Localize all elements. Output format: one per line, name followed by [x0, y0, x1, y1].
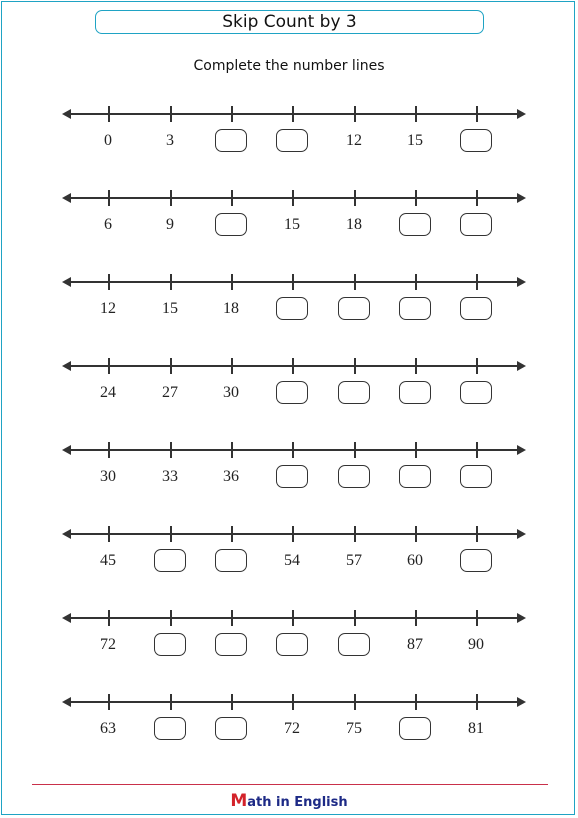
tick-mark: [231, 274, 233, 290]
number-line: [0, 336, 578, 401]
tick-mark: [292, 274, 294, 290]
answer-box[interactable]: [276, 129, 308, 152]
number-line-axis: [70, 365, 518, 367]
tick-mark: [170, 106, 172, 122]
number-line-axis: [70, 701, 518, 703]
worksheet-title: Skip Count by 3: [95, 10, 484, 34]
number-line-axis: [70, 197, 518, 199]
tick-mark: [108, 526, 110, 542]
answer-box[interactable]: [460, 297, 492, 320]
number-line-axis: [70, 617, 518, 619]
tick-mark: [231, 526, 233, 542]
number-label: 18: [346, 216, 362, 233]
answer-box[interactable]: [399, 465, 431, 488]
number-line-axis: [70, 113, 518, 115]
arrow-right-icon: [517, 697, 526, 707]
logo-text: ath in English: [247, 795, 348, 810]
tick-mark: [476, 610, 478, 626]
answer-box[interactable]: [338, 465, 370, 488]
tick-mark: [415, 610, 417, 626]
arrow-right-icon: [517, 445, 526, 455]
answer-box[interactable]: [460, 465, 492, 488]
arrow-right-icon: [517, 277, 526, 287]
arrow-right-icon: [517, 613, 526, 623]
worksheet-instruction: Complete the number lines: [193, 58, 385, 74]
tick-mark: [108, 610, 110, 626]
number-line-axis: [70, 281, 518, 283]
number-label: 36: [223, 468, 239, 485]
number-label: 75: [346, 720, 362, 737]
number-label: 90: [468, 636, 484, 653]
answer-box[interactable]: [154, 549, 186, 572]
number-label: 57: [346, 552, 362, 569]
tick-mark: [292, 190, 294, 206]
number-line-axis: [70, 533, 518, 535]
tick-mark: [108, 106, 110, 122]
number-label: 15: [162, 300, 178, 317]
number-label: 3: [166, 132, 174, 149]
answer-box[interactable]: [338, 297, 370, 320]
tick-mark: [354, 190, 356, 206]
tick-mark: [231, 442, 233, 458]
number-label: 72: [100, 636, 116, 653]
tick-mark: [292, 442, 294, 458]
tick-mark: [292, 106, 294, 122]
number-label: 18: [223, 300, 239, 317]
number-label: 30: [100, 468, 116, 485]
answer-box[interactable]: [276, 465, 308, 488]
answer-box[interactable]: [215, 129, 247, 152]
tick-mark: [415, 190, 417, 206]
tick-mark: [354, 610, 356, 626]
tick-mark: [354, 694, 356, 710]
tick-mark: [476, 190, 478, 206]
number-label: 45: [100, 552, 116, 569]
arrow-right-icon: [517, 361, 526, 371]
tick-mark: [415, 106, 417, 122]
number-line: [0, 672, 578, 737]
number-label: 12: [346, 132, 362, 149]
answer-box[interactable]: [460, 381, 492, 404]
tick-mark: [231, 610, 233, 626]
number-label: 6: [104, 216, 112, 233]
arrow-left-icon: [62, 361, 71, 371]
tick-mark: [476, 106, 478, 122]
arrow-right-icon: [517, 529, 526, 539]
arrow-left-icon: [62, 613, 71, 623]
number-line: [0, 84, 578, 149]
tick-mark: [415, 358, 417, 374]
tick-mark: [108, 274, 110, 290]
tick-mark: [354, 442, 356, 458]
number-label: 24: [100, 384, 116, 401]
tick-mark: [354, 274, 356, 290]
answer-box[interactable]: [338, 381, 370, 404]
answer-box[interactable]: [154, 633, 186, 656]
tick-mark: [415, 526, 417, 542]
answer-box[interactable]: [276, 381, 308, 404]
arrow-left-icon: [62, 193, 71, 203]
number-line: [0, 168, 578, 233]
answer-box[interactable]: [276, 297, 308, 320]
number-label: 87: [407, 636, 423, 653]
tick-mark: [231, 694, 233, 710]
tick-mark: [292, 694, 294, 710]
tick-mark: [292, 358, 294, 374]
answer-box[interactable]: [399, 297, 431, 320]
arrow-left-icon: [62, 445, 71, 455]
arrow-left-icon: [62, 277, 71, 287]
answer-box[interactable]: [399, 381, 431, 404]
logo-letter-m: M: [230, 791, 248, 811]
answer-box[interactable]: [215, 633, 247, 656]
tick-mark: [415, 694, 417, 710]
answer-box[interactable]: [460, 213, 492, 236]
number-label: 72: [284, 720, 300, 737]
tick-mark: [476, 358, 478, 374]
answer-box[interactable]: [460, 129, 492, 152]
tick-mark: [170, 442, 172, 458]
tick-mark: [231, 358, 233, 374]
tick-mark: [476, 442, 478, 458]
number-line: [0, 252, 578, 317]
tick-mark: [415, 274, 417, 290]
number-label: 60: [407, 552, 423, 569]
number-label: 27: [162, 384, 178, 401]
tick-mark: [170, 526, 172, 542]
answer-box[interactable]: [215, 213, 247, 236]
answer-box[interactable]: [215, 549, 247, 572]
arrow-left-icon: [62, 697, 71, 707]
tick-mark: [476, 694, 478, 710]
arrow-right-icon: [517, 109, 526, 119]
tick-mark: [231, 190, 233, 206]
tick-mark: [354, 358, 356, 374]
tick-mark: [170, 358, 172, 374]
number-label: 15: [407, 132, 423, 149]
tick-mark: [170, 610, 172, 626]
answer-box[interactable]: [215, 717, 247, 740]
answer-box[interactable]: [154, 717, 186, 740]
tick-mark: [108, 442, 110, 458]
number-label: 0: [104, 132, 112, 149]
tick-mark: [354, 526, 356, 542]
number-label: 33: [162, 468, 178, 485]
tick-mark: [108, 358, 110, 374]
tick-mark: [170, 274, 172, 290]
answer-box[interactable]: [276, 633, 308, 656]
tick-mark: [476, 526, 478, 542]
footer-divider: [32, 784, 548, 785]
tick-mark: [354, 106, 356, 122]
tick-mark: [292, 526, 294, 542]
math-in-english-logo: [0, 792, 578, 812]
tick-mark: [476, 274, 478, 290]
number-label: 63: [100, 720, 116, 737]
tick-mark: [415, 442, 417, 458]
answer-box[interactable]: [338, 633, 370, 656]
number-label: 54: [284, 552, 300, 569]
number-label: 30: [223, 384, 239, 401]
number-label: 12: [100, 300, 116, 317]
tick-mark: [231, 106, 233, 122]
number-label: 81: [468, 720, 484, 737]
arrow-right-icon: [517, 193, 526, 203]
tick-mark: [292, 610, 294, 626]
number-label: 9: [166, 216, 174, 233]
tick-mark: [170, 190, 172, 206]
arrow-left-icon: [62, 109, 71, 119]
tick-mark: [170, 694, 172, 710]
answer-box[interactable]: [460, 549, 492, 572]
number-line-axis: [70, 449, 518, 451]
number-line: [0, 420, 578, 485]
number-label: 15: [284, 216, 300, 233]
tick-mark: [108, 694, 110, 710]
answer-box[interactable]: [399, 717, 431, 740]
arrow-left-icon: [62, 529, 71, 539]
tick-mark: [108, 190, 110, 206]
answer-box[interactable]: [399, 213, 431, 236]
number-line: [0, 588, 578, 653]
number-line: [0, 504, 578, 569]
